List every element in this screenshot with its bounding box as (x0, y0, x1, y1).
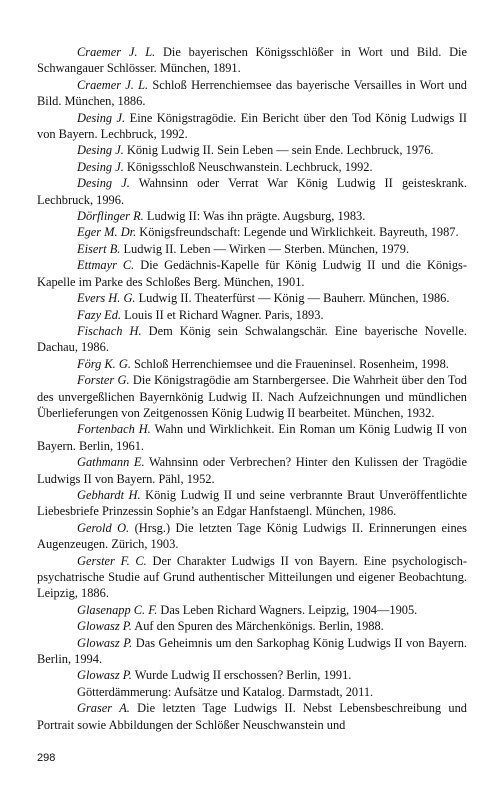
bibliography-entry (37, 208, 467, 224)
entry-author: Gerold O. (77, 520, 130, 535)
entry-author: Glowasz P. (77, 668, 132, 683)
entry-text: Wurde Ludwig II erschossen? Berlin, 1991. (131, 668, 352, 683)
entry-author: Graser A. (77, 701, 130, 716)
entry-text: Louis II et Richard Wagner. Paris, 1893. (121, 307, 324, 322)
entry-author: Gebhardt H. (77, 487, 141, 502)
bibliography-entry (37, 241, 467, 257)
entry-text: Auf den Spuren des Märchenkönigs. Berlin, 1988. (131, 619, 384, 634)
bibliography-entry (37, 553, 467, 602)
bibliography-entry (37, 421, 467, 454)
entry-text: Die letzten Tage Ludwigs II. Nebst Lebensbeschreibung und Portrait sowie Abbildungen der Schlößer Neuschwanstein und (37, 701, 468, 732)
entry-text: Wahnsinn oder Verrat War König Ludwig II geisteskrank. Lechbruck, 1996. (37, 176, 467, 207)
bibliography-entry (37, 110, 467, 143)
bibliography-entry (37, 159, 467, 175)
bibliography-entry (37, 323, 467, 356)
bibliography-entry (37, 684, 467, 700)
entry-text: Götterdämmerung: Aufsätze und Katalog. Darmstadt, 2011. (77, 684, 374, 699)
entry-text: Dem König sein Schwalangschär. Eine bayerische Novelle. Dachau, 1986. (37, 323, 467, 355)
bibliography-entry (37, 618, 467, 634)
entry-author: Gathmann E. (77, 455, 145, 470)
bibliography-entry (37, 290, 467, 306)
entry-text: (Hrsg.) Die letzten Tage König Ludwigs II. Erinnerungen eines Augenzeugen. Zürich, 1903. (37, 520, 467, 552)
bibliography-entry (37, 257, 467, 290)
bibliography-entry (37, 635, 467, 668)
entry-author: Craemer J. L. (77, 45, 156, 59)
bibliography-entry (37, 487, 467, 520)
page-number: 298 (37, 752, 56, 764)
bibliography-entry (37, 356, 467, 372)
bibliography-list (37, 44, 467, 733)
bibliography-entry (37, 307, 467, 323)
entry-author: Eisert B. (77, 241, 121, 256)
bibliography-entry (37, 520, 467, 553)
entry-text: Königsschloß Neuschwanstein. Lechbruck, 1992. (123, 159, 373, 174)
entry-text: Der Charakter Ludwigs II von Bayern. Eine psychologisch-psychatrische Studie auf Grund authentischer Mitteilungen und eigener Beobachtung. Leipzig, 1886. (37, 553, 467, 601)
entry-author: Desing J. (77, 143, 124, 158)
entry-author: Glowasz P. (77, 619, 132, 634)
entry-author: Forster G. (77, 373, 130, 388)
entry-text: Die bayerischen Königsschlößer in Wort und Bild. Die Schwangauer Schlösser. München, 1891. (37, 45, 467, 76)
bibliography-entry (37, 44, 467, 77)
entry-text: Ludwig II. Theaterfürst — König — Bauherr. München, 1986. (135, 291, 450, 306)
bibliography-entry (37, 700, 467, 733)
bibliography-entry (37, 77, 467, 110)
entry-text: Eine Königstragödie. Ein Bericht über den Tod König Ludwigs II von Bayern. Lechbruck, 1992. (37, 110, 467, 142)
entry-author: Eger M. Dr. (77, 225, 137, 240)
entry-text: Wahnsinn oder Verbrechen? Hinter den Kulissen der Tragödie Ludwigs II von Bayern. Pähl, 1952. (37, 455, 467, 486)
entry-text: Königsfreundschaft: Legende und Wirklichkeit. Bayreuth, 1987. (136, 225, 459, 240)
entry-author: Ettmayr C. (77, 258, 135, 273)
entry-author: Dörflinger R. (77, 209, 144, 224)
entry-author: Craemer J. L. (77, 77, 149, 92)
bibliography-entry (37, 602, 467, 618)
bibliography-entry (37, 142, 467, 158)
entry-text: Wahn und Wirklichkeit. Ein Roman um König Ludwig II von Bayern. Berlin, 1961. (37, 422, 467, 453)
entry-author: Fazy Ed. (77, 307, 122, 322)
entry-author: Gerster F. C. (77, 553, 147, 568)
entry-author: Evers H. G. (77, 291, 136, 306)
entry-author: Desing J. (77, 110, 126, 125)
entry-text: Schloß Herrenchiemsee das bayerische Versailles in Wort und Bild. München, 1886. (37, 77, 467, 109)
entry-author: Förg K. G. (77, 356, 131, 371)
entry-author: Desing J. (77, 159, 124, 174)
bibliography-entry (37, 454, 467, 487)
entry-author: Fischach H. (77, 323, 142, 338)
entry-text: König Ludwig II. Sein Leben — sein Ende. Lechbruck, 1976. (123, 143, 434, 158)
bibliography-entry (37, 372, 467, 421)
entry-author: Glowasz P. (77, 635, 133, 650)
entry-text: Ludwig II: Was ihn prägte. Augsburg, 1983. (143, 209, 366, 224)
entry-text: Schloß Herrenchiemsee und die Fraueninsel. Rosenheim, 1998. (130, 356, 449, 371)
entry-text: Das Leben Richard Wagners. Leipzig, 1904—1905. (157, 602, 418, 617)
entry-text: Die Gedächnis-Kapelle für König Ludwig II und die Königs-Kapelle im Parke des Schloßes Berg. München, 1901. (37, 258, 467, 289)
entry-text: Ludwig II. Leben — Wirken — Sterben. München, 1979. (120, 241, 410, 256)
entry-text: Das Geheimnis um den Sarkophag König Ludwigs II von Bayern. Berlin, 1994. (37, 635, 467, 667)
bibliography-entry (37, 667, 467, 683)
entry-author: Desing J. (77, 176, 130, 191)
entry-author: Glasenapp C. F. (77, 602, 158, 617)
bibliography-entry (37, 175, 467, 208)
entry-text: König Ludwig II und seine verbrannte Braut Unveröffentlichte Liebesbriefe Prinzessin Sophie’s an Edgar Hanfstaengl. München, 1986. (37, 487, 467, 519)
entry-author: Fortenbach H. (77, 422, 151, 437)
entry-text: Die Königstragödie am Starnbergersee. Die Wahrheit über den Tod des unvergeßlichen Bayernkönig Ludwig II. Nach Aufzeichnungen und mündlichen Überlieferungen von Zeitgenossen König Ludwig II bearbeitet. München, 1932. (37, 373, 467, 420)
bibliography-entry (37, 224, 467, 240)
